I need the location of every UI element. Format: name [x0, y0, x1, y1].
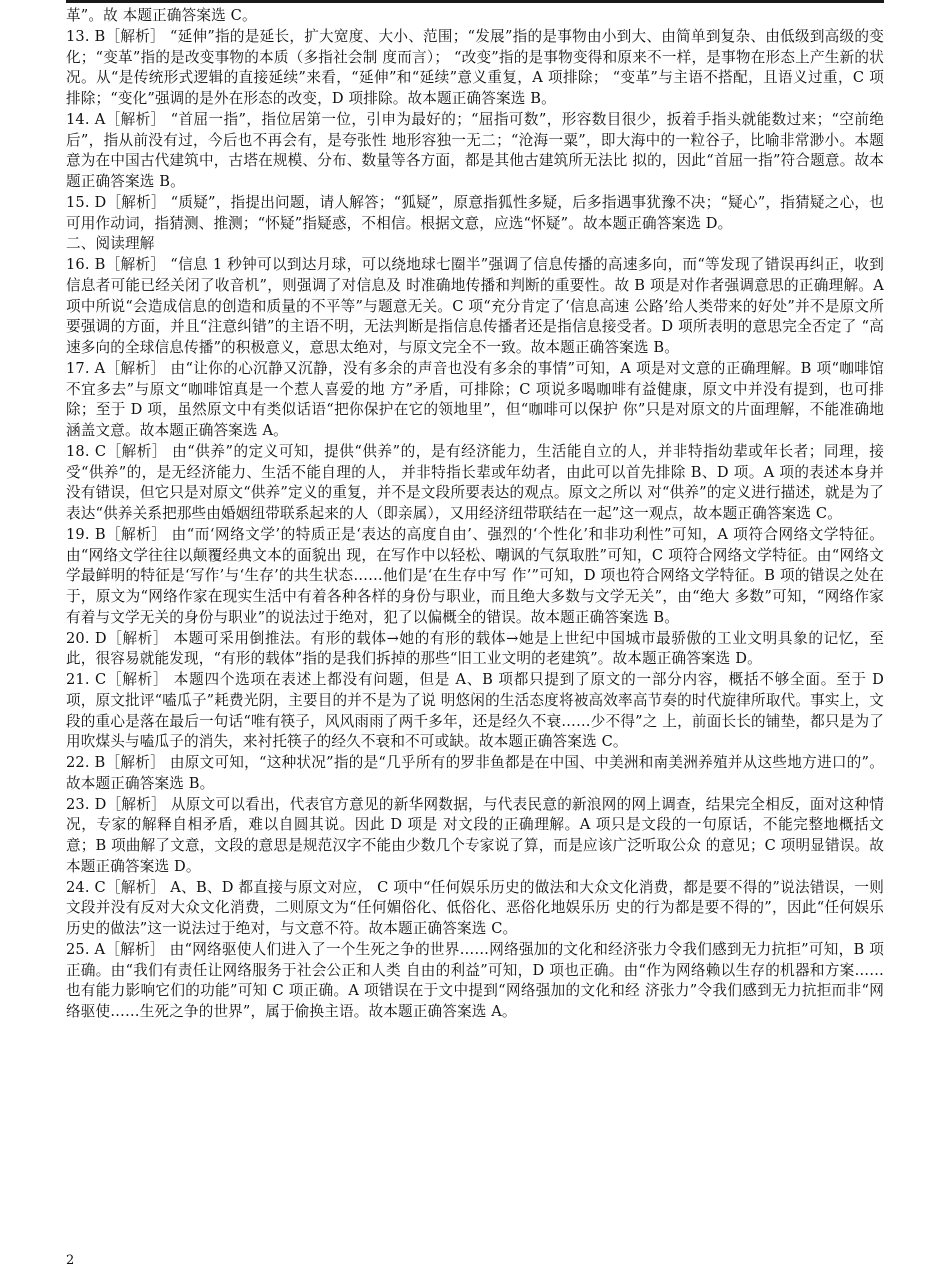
answer-18: 18. C［解析］ 由“供养”的定义可知，提供“供养”的，是有经济能力，生活能自立的人，并非特指幼辈或年长者；同理，接受“供养”的，是无经济能力、生活不能自理的人， 并非特指长辈或年幼者，由此可以首先排除 B、D 项。A 项的表述本身并没有错误，但它只是对原文“供养”定义的重复，并不是文段所要表达的观点。原文之所以 对“供养”的定义进行描述，就是为了表达“供养关系把那些由婚姻纽带联系起来的人（即亲属），又用经济纽带联结在一起”这一观点，故本题正确答案选 C。 — [66, 442, 884, 522]
answer-explanations — [66, 6, 884, 1023]
answer-24: 24. C［解析］ A、B、D 都直接与原文对应， C 项中“任何娱乐历史的做法和大众文化消费，都是要不得的”说法错误，一则文段并没有反对大众文化消费，二则原文为“任何媚俗化、低俗化、恶俗化地娱乐历 史的行为都是要不得的”，因此“任何娱乐历史的做法”这一说法过于绝对，与文意不符。故本题正确答案选 C。 — [66, 878, 884, 937]
answer-16: 16. B［解析］ “信息 1 秒钟可以到达月球，可以绕地球七圈半”强调了信息传播的高速多向，而“等发现了错误再纠正，收到信息者可能已经关闭了收音机”，则强调了对信息及 时准确地传播和判断的重要性。故 B 项是对作者强调意思的正确理解。A 项中所说“会造成信息的创造和质量的不平等”与题意无关。C 项“充分肯定了‘信息高速 公路’给人类带来的好处”并不是原文所要强调的方面，并且“注意纠错”的主语不明，无法判断是指信息传播者还是指信息接受者。D 项所表明的意思完全否定了 “高速多向的全球信息传播”的积极意义，意思太绝对，与原文完全不一致。故本题正确答案选 B。 — [66, 256, 884, 356]
answer-15: 15. D［解析］ “质疑”，指提出问题，请人解答；“狐疑”，原意指狐性多疑，后多指遇事犹豫不决；“疑心”，指猜疑之心，也可用作动词，指猜测、推测；“怀疑”指疑惑，不相信。根据文意，应选“怀疑”。故本题正确答案选 D。 — [66, 193, 884, 232]
page-number: 2 — [66, 1253, 75, 1268]
intro-line: 革”。故 本题正确答案选 C。 — [66, 7, 257, 24]
answer-14: 14. A［解析］ “首屈一指”，指位居第一位，引申为最好的；“屈指可数”，形容数目很少，扳着手指头就能数过来；“空前绝后”，指从前没有过，今后也不再会有，是夸张性 地形容独一无二；“沧海一粟”，即大海中的一粒谷子，比喻非常渺小。本题意为在中国古代建筑中，古塔在规模、分布、数量等各方面，都是其他古建筑所无法比 拟的，因此“首屈一指”符合题意。故本题正确答案选 B。 — [66, 110, 884, 190]
answer-17: 17. A［解析］ 由“让你的心沉静又沉静，没有多余的声音也没有多余的事情”可知，A 项是对文意的正确理解。B 项“咖啡馆不宜多去”与原文“咖啡馆真是一个惹人喜爱的地 方”矛盾，可排除；C 项说多喝咖啡有益健康，原文中并没有提到，也可排除；至于 D 项，虽然原文中有类似话语“把你保护在它的领地里”，但“咖啡可以保护 你”只是对原文的片面理解，不能准确地涵盖文意。故本题正确答案选 A。 — [66, 359, 884, 439]
answer-22: 22. B［解析］ 由原文可知，“这种状况”指的是“几乎所有的罗非鱼都是在中国、中美洲和南美洲养殖并从这些地方进口的”。故本题正确答案选 B。 — [66, 754, 884, 792]
answer-23: 23. D［解析］ 从原文可以看出，代表官方意见的新华网数据，与代表民意的新浪网的网上调查，结果完全相反，面对这种情况，专家的解释自相矛盾，难以自圆其说。因此 D 项是 对文段的正确理解。A 项只是文段的一句原话，不能完整地概括文意；B 项曲解了文意，文段的意思是规范汉字不能由少数几个专家说了算，而是应该广泛听取公众 的意见；C 项明显错误。故本题正确答案选 D。 — [66, 795, 884, 875]
answer-19: 19. B［解析］ 由“而‘网络文学’的特质正是‘表达的高度自由’、强烈的‘个性化’和非功利性”可知，A 项符合网络文学特征。由“网络文学往往以颠覆经典文本的面貌出 现，在写作中以轻松、嘲讽的气氛取胜”可知，C 项符合网络文学特征。由“网络文学最鲜明的特征是‘写作’与‘生存’的共生状态……他们是‘在生存中写 作’”可知，D 项也符合网络文学特征。B 项的错误之处在于，原文为“网络作家在现实生活中有着各种各样的身份与职业，而且绝大多数与文学无关”，由“绝大 多数”可知，“网络作家有着与文学无关的身份与职业”的说法过于绝对，犯了以偏概全的错误。故本题正确答案选 B。 — [66, 525, 884, 626]
answer-21: 21. C［解析］ 本题四个选项在表述上都没有问题，但是 A、B 项都只提到了原文的一部分内容，概括不够全面。至于 D 项，原文批评“嗑瓜子”耗费光阴，主要目的并不是为了说 明悠闲的生活态度将被高效率高节奏的时代旋律所取代。事实上，文段的重心是落在最后一句话“唯有筷子，风风雨雨了两千多年，还是经久不衰……少不得”之 上，前面长长的铺垫，都只是为了用吹煤头与嗑瓜子的消失，来衬托筷子的经久不衰和不可或缺。故本题正确答案选 C。 — [66, 671, 884, 751]
answer-25: 25. A［解析］ 由“网络驱使人们进入了一个生死之争的世界……网络强加的文化和经济张力令我们感到无力抗拒”可知，B 项正确。由“我们有责任让网络服务于社会公正和人类 自由的利益”可知，D 项也正确。由“作为网络赖以生存的机器和方案……也有能力影响它们的功能”可知 C 项正确。A 项错误在于文中提到“网络强加的文化和经 济张力”令我们感到无力抗拒而非“网络驱使……生死之争的世界”，属于偷换主语。故本题正确答案选 A。 — [66, 940, 884, 1020]
answer-20: 20. D［解析］ 本题可采用倒推法。有形的载体→她的有形的载体→她是上世纪中国城市最骄傲的工业文明具象的记忆，至此，很容易就能发现，“有形的载体”指的是我们拆掉的那些“旧工业文明的老建筑”。故本题正确答案选 D。 — [66, 629, 884, 668]
top-rule — [66, 0, 884, 3]
section-title: 二、阅读理解 — [66, 235, 155, 253]
answer-13: 13. B［解析］ “延伸”指的是延长，扩大宽度、大小、范围；“发展”指的是事物由小到大、由简单到复杂、由低级到高级的变化；“变革”指的是改变事物的本质（多指社会制 度而言）； “改变”指的是事物变得和原来不一样，是事物在形态上产生新的状况。从“是传统形式逻辑的直接延续”来看，“延伸”和“延续”意义重复，A 项排除； “变革”与主语不搭配，且语义过重，C 项排除；“变化”强调的是外在形态的改变，D 项排除。故本题正确答案选 B。 — [66, 27, 884, 107]
